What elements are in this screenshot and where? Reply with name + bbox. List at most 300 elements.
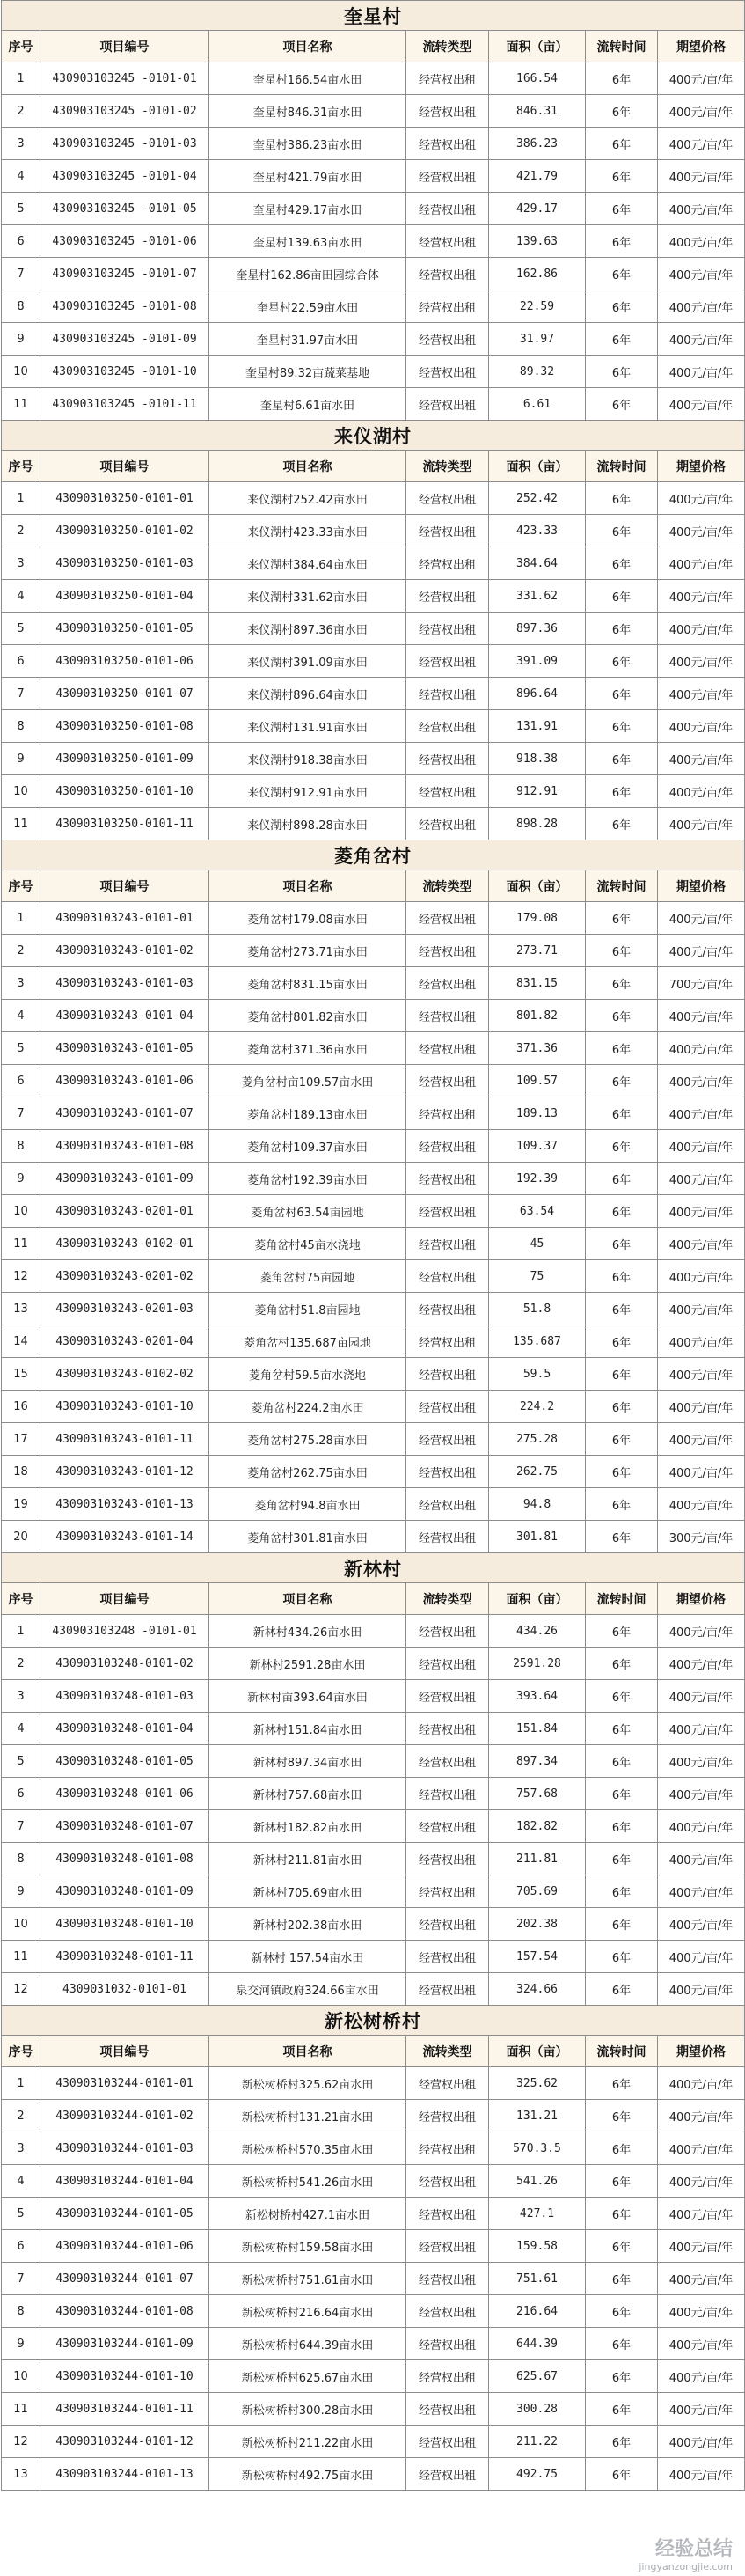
cell-transfer-type: 经营权出租 xyxy=(406,2393,489,2426)
cell-transfer-term: 6年 xyxy=(586,1293,658,1325)
cell-row-index: 17 xyxy=(2,1423,40,1456)
cell-project-name: 来仪湖村252.42亩水田 xyxy=(209,482,406,515)
cell-project-name: 菱角岔村273.71亩水田 xyxy=(209,935,406,967)
cell-row-index: 20 xyxy=(2,1521,40,1553)
cell-project-name: 奎星村162.86亩田园综合体 xyxy=(209,258,406,290)
cell-project-code: 430903103244-0101-03 xyxy=(40,2132,209,2165)
table-row xyxy=(2,62,745,95)
table-row xyxy=(2,1713,745,1745)
cell-project-code: 430903103250-0101-06 xyxy=(40,645,209,678)
cell-transfer-type: 经营权出租 xyxy=(406,2067,489,2100)
table-row xyxy=(2,613,745,645)
cell-project-name: 新林村202.38亩水田 xyxy=(209,1908,406,1941)
cell-project-name: 来仪湖村912.91亩水田 xyxy=(209,775,406,808)
column-header-transfer-term: 流转时间 xyxy=(586,2036,658,2067)
cell-project-code: 430903103243-0101-08 xyxy=(40,1130,209,1163)
cell-transfer-type: 经营权出租 xyxy=(406,2198,489,2230)
table-row xyxy=(2,1521,745,1553)
cell-row-index: 14 xyxy=(2,1325,40,1358)
cell-transfer-term: 6年 xyxy=(586,1391,658,1423)
cell-expected-price: 400元/亩/年 xyxy=(658,1032,745,1065)
cell-project-name: 新松树桥村300.28亩水田 xyxy=(209,2393,406,2426)
cell-row-index: 7 xyxy=(2,1810,40,1843)
column-header-area-mu: 面积（亩） xyxy=(489,31,586,62)
cell-project-name: 泉交河镇政府324.66亩水田 xyxy=(209,1973,406,2006)
cell-row-index: 1 xyxy=(2,1615,40,1648)
watermark-url: jingyanzongjie.com xyxy=(639,2561,733,2572)
cell-project-name: 菱角岔村275.28亩水田 xyxy=(209,1423,406,1456)
cell-expected-price: 400元/亩/年 xyxy=(658,1260,745,1293)
cell-project-code: 430903103248 -0101-01 xyxy=(40,1615,209,1648)
cell-transfer-type: 经营权出租 xyxy=(406,388,489,421)
cell-transfer-term: 6年 xyxy=(586,225,658,258)
cell-transfer-term: 6年 xyxy=(586,775,658,808)
cell-project-code: 430903103243-0201-01 xyxy=(40,1195,209,1228)
cell-expected-price: 400元/亩/年 xyxy=(658,2458,745,2491)
table-row xyxy=(2,1973,745,2006)
cell-project-code: 430903103243-0101-12 xyxy=(40,1456,209,1488)
cell-expected-price: 400元/亩/年 xyxy=(658,775,745,808)
cell-project-name: 奎星村89.32亩蔬菜基地 xyxy=(209,356,406,388)
cell-area-mu: 89.32 xyxy=(489,356,586,388)
cell-transfer-term: 6年 xyxy=(586,580,658,613)
table-row xyxy=(2,1488,745,1521)
cell-project-name: 来仪湖村384.64亩水田 xyxy=(209,547,406,580)
cell-transfer-term: 6年 xyxy=(586,2426,658,2458)
column-header-row-index: 序号 xyxy=(2,1583,40,1615)
column-header-row xyxy=(2,2036,745,2067)
cell-expected-price: 700元/亩/年 xyxy=(658,967,745,1000)
cell-transfer-type: 经营权出租 xyxy=(406,1163,489,1195)
cell-area-mu: 423.33 xyxy=(489,515,586,547)
cell-project-name: 菱角岔村75亩园地 xyxy=(209,1260,406,1293)
cell-expected-price: 400元/亩/年 xyxy=(658,225,745,258)
cell-project-name: 菱角岔村801.82亩水田 xyxy=(209,1000,406,1032)
cell-expected-price: 400元/亩/年 xyxy=(658,2360,745,2393)
cell-project-name: 新林村2591.28亩水田 xyxy=(209,1648,406,1680)
cell-project-name: 新林村705.69亩水田 xyxy=(209,1875,406,1908)
cell-transfer-type: 经营权出租 xyxy=(406,482,489,515)
cell-area-mu: 301.81 xyxy=(489,1521,586,1553)
cell-transfer-type: 经营权出租 xyxy=(406,1325,489,1358)
cell-expected-price: 400元/亩/年 xyxy=(658,1810,745,1843)
cell-area-mu: 801.82 xyxy=(489,1000,586,1032)
table-row xyxy=(2,935,745,967)
cell-transfer-term: 6年 xyxy=(586,1680,658,1713)
cell-expected-price: 400元/亩/年 xyxy=(658,2295,745,2328)
cell-row-index: 8 xyxy=(2,710,40,743)
cell-transfer-term: 6年 xyxy=(586,2100,658,2132)
cell-project-code: 430903103248-0101-10 xyxy=(40,1908,209,1941)
cell-transfer-type: 经营权出租 xyxy=(406,1423,489,1456)
cell-project-name: 菱角岔村63.54亩园地 xyxy=(209,1195,406,1228)
cell-transfer-type: 经营权出租 xyxy=(406,645,489,678)
cell-transfer-term: 6年 xyxy=(586,1032,658,1065)
cell-row-index: 12 xyxy=(2,1260,40,1293)
cell-area-mu: 300.28 xyxy=(489,2393,586,2426)
cell-expected-price: 400元/亩/年 xyxy=(658,128,745,160)
cell-expected-price: 400元/亩/年 xyxy=(658,258,745,290)
cell-row-index: 1 xyxy=(2,62,40,95)
cell-project-code: 430903103243-0101-02 xyxy=(40,935,209,967)
table-row xyxy=(2,678,745,710)
cell-row-index: 16 xyxy=(2,1391,40,1423)
cell-area-mu: 757.68 xyxy=(489,1778,586,1810)
cell-transfer-type: 经营权出租 xyxy=(406,1521,489,1553)
table-row xyxy=(2,160,745,193)
cell-row-index: 5 xyxy=(2,2198,40,2230)
cell-transfer-type: 经营权出租 xyxy=(406,935,489,967)
cell-expected-price: 400元/亩/年 xyxy=(658,1680,745,1713)
cell-project-code: 430903103250-0101-04 xyxy=(40,580,209,613)
cell-transfer-term: 6年 xyxy=(586,1423,658,1456)
table-row xyxy=(2,1875,745,1908)
cell-transfer-type: 经营权出租 xyxy=(406,356,489,388)
cell-project-name: 来仪湖村897.36亩水田 xyxy=(209,613,406,645)
cell-row-index: 7 xyxy=(2,2263,40,2295)
cell-project-code: 430903103245 -0101-02 xyxy=(40,95,209,128)
cell-expected-price: 400元/亩/年 xyxy=(658,1745,745,1778)
cell-transfer-term: 6年 xyxy=(586,1163,658,1195)
cell-project-code: 430903103244-0101-01 xyxy=(40,2067,209,2100)
cell-project-name: 奎星村6.61亩水田 xyxy=(209,388,406,421)
cell-area-mu: 705.69 xyxy=(489,1875,586,1908)
cell-project-code: 430903103250-0101-10 xyxy=(40,775,209,808)
cell-transfer-type: 经营权出租 xyxy=(406,193,489,225)
village-title-row xyxy=(2,1,745,31)
cell-area-mu: 2591.28 xyxy=(489,1648,586,1680)
cell-area-mu: 371.36 xyxy=(489,1032,586,1065)
cell-area-mu: 391.09 xyxy=(489,645,586,678)
cell-project-name: 奎星村386.23亩水田 xyxy=(209,128,406,160)
cell-area-mu: 427.1 xyxy=(489,2198,586,2230)
cell-transfer-type: 经营权出租 xyxy=(406,2263,489,2295)
cell-project-code: 430903103243-0101-09 xyxy=(40,1163,209,1195)
column-header-project-code: 项目编号 xyxy=(40,451,209,482)
table-row xyxy=(2,2360,745,2393)
column-header-project-name: 项目名称 xyxy=(209,2036,406,2067)
cell-project-name: 奎星村166.54亩水田 xyxy=(209,62,406,95)
table-row xyxy=(2,743,745,775)
cell-transfer-term: 6年 xyxy=(586,62,658,95)
cell-project-code: 430903103248-0101-08 xyxy=(40,1843,209,1875)
village-title: 菱角岔村 xyxy=(2,840,745,870)
cell-project-name: 来仪湖村331.62亩水田 xyxy=(209,580,406,613)
cell-transfer-type: 经营权出租 xyxy=(406,1130,489,1163)
cell-expected-price: 400元/亩/年 xyxy=(658,160,745,193)
table-row xyxy=(2,2067,745,2100)
cell-row-index: 12 xyxy=(2,1973,40,2006)
table-row xyxy=(2,1391,745,1423)
cell-project-name: 新林村亩393.64亩水田 xyxy=(209,1680,406,1713)
cell-transfer-term: 6年 xyxy=(586,678,658,710)
cell-transfer-type: 经营权出租 xyxy=(406,290,489,323)
cell-transfer-type: 经营权出租 xyxy=(406,225,489,258)
cell-transfer-type: 经营权出租 xyxy=(406,1000,489,1032)
cell-row-index: 6 xyxy=(2,2230,40,2263)
cell-row-index: 7 xyxy=(2,258,40,290)
cell-expected-price: 400元/亩/年 xyxy=(658,1875,745,1908)
cell-transfer-term: 6年 xyxy=(586,1130,658,1163)
cell-expected-price: 400元/亩/年 xyxy=(658,1065,745,1097)
cell-project-code: 430903103250-0101-03 xyxy=(40,547,209,580)
cell-expected-price: 400元/亩/年 xyxy=(658,678,745,710)
cell-expected-price: 400元/亩/年 xyxy=(658,1000,745,1032)
cell-project-code: 430903103244-0101-09 xyxy=(40,2328,209,2360)
cell-expected-price: 400元/亩/年 xyxy=(658,2263,745,2295)
column-header-project-name: 项目名称 xyxy=(209,451,406,482)
cell-area-mu: 896.64 xyxy=(489,678,586,710)
cell-row-index: 15 xyxy=(2,1358,40,1391)
cell-project-code: 430903103243-0101-10 xyxy=(40,1391,209,1423)
table-row xyxy=(2,2426,745,2458)
cell-expected-price: 400元/亩/年 xyxy=(658,1391,745,1423)
table-row xyxy=(2,1843,745,1875)
column-header-transfer-type: 流转类型 xyxy=(406,31,489,62)
cell-transfer-term: 6年 xyxy=(586,2328,658,2360)
cell-project-code: 430903103245 -0101-06 xyxy=(40,225,209,258)
cell-row-index: 11 xyxy=(2,1228,40,1260)
column-header-area-mu: 面积（亩） xyxy=(489,1583,586,1615)
cell-area-mu: 22.59 xyxy=(489,290,586,323)
cell-transfer-type: 经营权出租 xyxy=(406,808,489,840)
cell-expected-price: 400元/亩/年 xyxy=(658,902,745,935)
cell-expected-price: 400元/亩/年 xyxy=(658,1843,745,1875)
cell-area-mu: 192.39 xyxy=(489,1163,586,1195)
cell-area-mu: 109.57 xyxy=(489,1065,586,1097)
table-row xyxy=(2,258,745,290)
cell-area-mu: 131.21 xyxy=(489,2100,586,2132)
cell-transfer-term: 6年 xyxy=(586,710,658,743)
cell-transfer-term: 6年 xyxy=(586,2393,658,2426)
cell-transfer-term: 6年 xyxy=(586,1713,658,1745)
table-row xyxy=(2,1065,745,1097)
village-title-row xyxy=(2,2006,745,2036)
cell-transfer-type: 经营权出租 xyxy=(406,2328,489,2360)
table-row xyxy=(2,323,745,356)
table-row xyxy=(2,1163,745,1195)
cell-row-index: 19 xyxy=(2,1488,40,1521)
table-row xyxy=(2,1097,745,1130)
cell-transfer-type: 经营权出租 xyxy=(406,1941,489,1973)
cell-row-index: 4 xyxy=(2,1713,40,1745)
cell-transfer-term: 6年 xyxy=(586,1488,658,1521)
cell-project-code: 430903103248-0101-03 xyxy=(40,1680,209,1713)
cell-transfer-term: 6年 xyxy=(586,902,658,935)
cell-project-name: 奎星村421.79亩水田 xyxy=(209,160,406,193)
column-header-transfer-type: 流转类型 xyxy=(406,1583,489,1615)
cell-project-name: 来仪湖村896.64亩水田 xyxy=(209,678,406,710)
cell-transfer-term: 6年 xyxy=(586,2230,658,2263)
cell-project-code: 430903103250-0101-05 xyxy=(40,613,209,645)
cell-project-code: 430903103250-0101-09 xyxy=(40,743,209,775)
cell-transfer-term: 6年 xyxy=(586,2360,658,2393)
cell-transfer-term: 6年 xyxy=(586,323,658,356)
cell-row-index: 6 xyxy=(2,1065,40,1097)
cell-project-name: 来仪湖村918.38亩水田 xyxy=(209,743,406,775)
cell-project-code: 430903103243-0102-01 xyxy=(40,1228,209,1260)
table-row xyxy=(2,2100,745,2132)
cell-area-mu: 386.23 xyxy=(489,128,586,160)
table-row xyxy=(2,775,745,808)
cell-row-index: 6 xyxy=(2,645,40,678)
table-row xyxy=(2,1130,745,1163)
cell-row-index: 3 xyxy=(2,1680,40,1713)
column-header-expected-price: 期望价格 xyxy=(658,451,745,482)
cell-project-name: 菱角岔村94.8亩水田 xyxy=(209,1488,406,1521)
cell-transfer-type: 经营权出租 xyxy=(406,2230,489,2263)
cell-expected-price: 400元/亩/年 xyxy=(658,1423,745,1456)
cell-transfer-type: 经营权出租 xyxy=(406,1875,489,1908)
column-header-transfer-type: 流转类型 xyxy=(406,870,489,902)
cell-expected-price: 400元/亩/年 xyxy=(658,1130,745,1163)
cell-project-code: 430903103248-0101-11 xyxy=(40,1941,209,1973)
cell-row-index: 2 xyxy=(2,95,40,128)
cell-expected-price: 400元/亩/年 xyxy=(658,2132,745,2165)
cell-transfer-type: 经营权出租 xyxy=(406,743,489,775)
land-transfer-table xyxy=(1,0,745,2491)
table-row xyxy=(2,580,745,613)
cell-transfer-type: 经营权出租 xyxy=(406,323,489,356)
table-row xyxy=(2,1000,745,1032)
column-header-transfer-term: 流转时间 xyxy=(586,31,658,62)
cell-project-name: 菱角岔村301.81亩水田 xyxy=(209,1521,406,1553)
cell-row-index: 13 xyxy=(2,2458,40,2491)
column-header-row-index: 序号 xyxy=(2,451,40,482)
cell-row-index: 13 xyxy=(2,1293,40,1325)
cell-transfer-term: 6年 xyxy=(586,1745,658,1778)
cell-area-mu: 434.26 xyxy=(489,1615,586,1648)
column-header-expected-price: 期望价格 xyxy=(658,870,745,902)
cell-transfer-type: 经营权出租 xyxy=(406,1032,489,1065)
cell-transfer-term: 6年 xyxy=(586,1941,658,1973)
cell-expected-price: 400元/亩/年 xyxy=(658,1097,745,1130)
cell-project-code: 430903103243-0101-05 xyxy=(40,1032,209,1065)
cell-transfer-type: 经营权出租 xyxy=(406,62,489,95)
cell-project-name: 奎星村31.97亩水田 xyxy=(209,323,406,356)
cell-area-mu: 912.91 xyxy=(489,775,586,808)
cell-area-mu: 162.86 xyxy=(489,258,586,290)
cell-expected-price: 400元/亩/年 xyxy=(658,580,745,613)
cell-transfer-term: 6年 xyxy=(586,2263,658,2295)
cell-row-index: 4 xyxy=(2,160,40,193)
cell-transfer-term: 6年 xyxy=(586,1875,658,1908)
cell-row-index: 11 xyxy=(2,388,40,421)
cell-area-mu: 273.71 xyxy=(489,935,586,967)
cell-area-mu: 918.38 xyxy=(489,743,586,775)
cell-project-name: 新林村434.26亩水田 xyxy=(209,1615,406,1648)
cell-row-index: 3 xyxy=(2,547,40,580)
cell-transfer-type: 经营权出租 xyxy=(406,1456,489,1488)
cell-transfer-type: 经营权出租 xyxy=(406,1680,489,1713)
cell-row-index: 12 xyxy=(2,2426,40,2458)
cell-expected-price: 400元/亩/年 xyxy=(658,2230,745,2263)
cell-project-name: 新松树桥村751.61亩水田 xyxy=(209,2263,406,2295)
cell-area-mu: 109.37 xyxy=(489,1130,586,1163)
column-header-row xyxy=(2,451,745,482)
cell-project-code: 430903103244-0101-06 xyxy=(40,2230,209,2263)
cell-transfer-term: 6年 xyxy=(586,1778,658,1810)
cell-project-code: 430903103245 -0101-11 xyxy=(40,388,209,421)
cell-area-mu: 897.34 xyxy=(489,1745,586,1778)
cell-project-name: 菱角岔村262.75亩水田 xyxy=(209,1456,406,1488)
cell-expected-price: 400元/亩/年 xyxy=(658,2328,745,2360)
cell-transfer-term: 6年 xyxy=(586,128,658,160)
cell-transfer-term: 6年 xyxy=(586,1456,658,1488)
cell-transfer-type: 经营权出租 xyxy=(406,2100,489,2132)
table-row xyxy=(2,645,745,678)
cell-project-name: 奎星村22.59亩水田 xyxy=(209,290,406,323)
table-row xyxy=(2,2165,745,2198)
column-header-project-code: 项目编号 xyxy=(40,2036,209,2067)
cell-project-name: 奎星村846.31亩水田 xyxy=(209,95,406,128)
cell-area-mu: 393.64 xyxy=(489,1680,586,1713)
cell-transfer-type: 经营权出租 xyxy=(406,710,489,743)
cell-transfer-term: 6年 xyxy=(586,160,658,193)
cell-project-name: 菱角岔村59.5亩水浇地 xyxy=(209,1358,406,1391)
cell-expected-price: 400元/亩/年 xyxy=(658,515,745,547)
cell-area-mu: 216.64 xyxy=(489,2295,586,2328)
column-header-area-mu: 面积（亩） xyxy=(489,2036,586,2067)
cell-project-name: 菱角岔村831.15亩水田 xyxy=(209,967,406,1000)
cell-row-index: 8 xyxy=(2,290,40,323)
column-header-row xyxy=(2,31,745,62)
cell-transfer-type: 经营权出租 xyxy=(406,1358,489,1391)
cell-project-name: 新松树桥村216.64亩水田 xyxy=(209,2295,406,2328)
cell-project-name: 来仪湖村898.28亩水田 xyxy=(209,808,406,840)
cell-row-index: 10 xyxy=(2,356,40,388)
column-header-transfer-term: 流转时间 xyxy=(586,1583,658,1615)
cell-transfer-type: 经营权出租 xyxy=(406,1391,489,1423)
cell-project-name: 新松树桥村541.26亩水田 xyxy=(209,2165,406,2198)
cell-area-mu: 51.8 xyxy=(489,1293,586,1325)
cell-transfer-type: 经营权出租 xyxy=(406,1065,489,1097)
cell-row-index: 11 xyxy=(2,808,40,840)
cell-row-index: 5 xyxy=(2,1032,40,1065)
cell-area-mu: 75 xyxy=(489,1260,586,1293)
cell-project-code: 430903103244-0101-04 xyxy=(40,2165,209,2198)
table-row xyxy=(2,1032,745,1065)
cell-row-index: 10 xyxy=(2,2360,40,2393)
column-header-project-name: 项目名称 xyxy=(209,1583,406,1615)
cell-project-code: 430903103243-0201-04 xyxy=(40,1325,209,1358)
cell-expected-price: 400元/亩/年 xyxy=(658,1648,745,1680)
cell-transfer-term: 6年 xyxy=(586,1260,658,1293)
table-row xyxy=(2,225,745,258)
cell-expected-price: 400元/亩/年 xyxy=(658,193,745,225)
cell-transfer-type: 经营权出租 xyxy=(406,2458,489,2491)
column-header-expected-price: 期望价格 xyxy=(658,2036,745,2067)
cell-area-mu: 157.54 xyxy=(489,1941,586,1973)
cell-area-mu: 166.54 xyxy=(489,62,586,95)
cell-project-name: 菱角岔村371.36亩水田 xyxy=(209,1032,406,1065)
cell-area-mu: 897.36 xyxy=(489,613,586,645)
cell-transfer-type: 经营权出租 xyxy=(406,547,489,580)
cell-project-code: 430903103244-0101-07 xyxy=(40,2263,209,2295)
cell-expected-price: 400元/亩/年 xyxy=(658,1358,745,1391)
cell-transfer-term: 6年 xyxy=(586,808,658,840)
cell-transfer-term: 6年 xyxy=(586,935,658,967)
column-header-transfer-type: 流转类型 xyxy=(406,451,489,482)
cell-project-code: 430903103244-0101-02 xyxy=(40,2100,209,2132)
cell-row-index: 8 xyxy=(2,1843,40,1875)
cell-area-mu: 139.63 xyxy=(489,225,586,258)
cell-row-index: 6 xyxy=(2,1778,40,1810)
cell-transfer-term: 6年 xyxy=(586,1615,658,1648)
table-row xyxy=(2,1745,745,1778)
cell-row-index: 4 xyxy=(2,1000,40,1032)
cell-project-code: 430903103250-0101-07 xyxy=(40,678,209,710)
